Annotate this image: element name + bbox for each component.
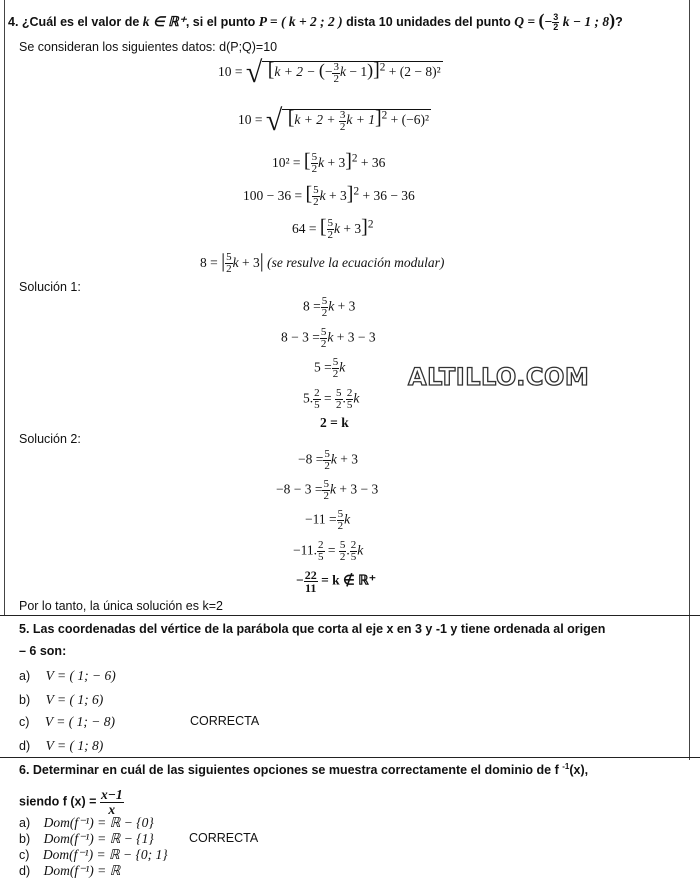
sol1-line4: 5. $\frac{2}{5}$ = $\frac{5}{2}$ . $\frac{2}{5}$ k [303,387,360,411]
q5-title-line1: 5. Las coordenadas del vértice de la parábola que corta al eje x en 3 y -1 y tiene ordenada al origen [19,622,606,636]
q4-eq5: 64 = [ $\frac{5}{2}$ k + 3]$^2$ [292,216,374,242]
q5-option-d: d) V = ( 1; 8) [19,738,104,753]
q4-eq6: 8 = | $\frac{5}{2}$ k + 3| (se resulve la ecuación modular) [200,250,445,276]
sol2-line3: −11 = $\frac{5}{2}$ k [305,508,351,532]
right-border [689,0,690,760]
sol2-line4: −11. $\frac{2}{5}$ = $\frac{5}{2}$ . $\frac{2}{5}$ k [293,539,364,563]
divider-q5-q6 [0,757,700,758]
sol2-line1: −8 = $\frac{5}{2}$ k + 3 [298,448,358,472]
sol2-label: Solución 2: [19,432,81,446]
q6-correct-badge: CORRECTA [189,831,259,845]
sol2-result: − $\frac{22}{11}$ = k ∉ ℝ⁺ [296,568,376,595]
q6-option-c: c) Dom(f⁻¹) = ℝ − {0; 1} [19,847,168,862]
q5-correct-badge: CORRECTA [190,714,260,728]
sol1-line2: 8 − 3 = $\frac{5}{2}$ k + 3 − 3 [281,326,376,350]
left-border [4,0,5,616]
q6-title-line1: 6. Determinar en cuál de las siguientes opciones se muestra correctamente el dominio de f $^{-1}$(x), [19,762,589,778]
q5-option-c: c) V = ( 1; − 8) [19,714,115,729]
q4-datos: Se consideran los siguientes datos: d(P;Q)=10 [19,40,278,54]
sol1-line3: 5 = $\frac{5}{2}$ k [314,356,346,380]
q4-eq4: 100 − 36 = [ $\frac{5}{2}$ k + 3]$^2$ + 36 − 36 [243,183,415,209]
q6-option-b: b) Dom(f⁻¹) = ℝ − {1} [19,831,154,846]
altillo-watermark: ALTILLO.COM [408,363,590,391]
q4-eq2: 10 = √ [k + 2 + $\frac{3}{2}$ k + 1]$^2$ + (−6)² [238,104,430,137]
q6-option-d: d) Dom(f⁻¹) = ℝ [19,863,121,878]
sol1-label: Solución 1: [19,280,81,294]
sol1-line1: 8 = $\frac{5}{2}$ k + 3 [303,295,356,319]
q5-option-b: b) V = ( 1; 6) [19,692,104,707]
sol1-result: 2 = k [320,415,349,430]
sol2-line2: −8 − 3 = $\frac{5}{2}$ k + 3 − 3 [276,478,379,502]
q6-option-a: a) Dom(f⁻¹) = ℝ − {0} [19,815,154,830]
q4-title: 4. ¿Cuál es el valor de k ∈ ℝ⁺, si el punto P = ( k + 2 ; 2 ) dista 10 unidades del punto Q = (− $\frac{3}{2}$ k − 1 ; 8)? [8,10,623,33]
q4-eq3: 10² = [ $\frac{5}{2}$ k + 3]$^2$ + 36 [272,150,386,176]
q4-conclusion: Por lo tanto, la única solución es k=2 [19,599,223,613]
q5-option-a: a) V = ( 1; − 6) [19,668,116,683]
q5-title-line2: – 6 son: [19,644,67,658]
q6-title-line2: siendo f (x) = $\frac{x-1}{x}$ [19,787,123,817]
q4-eq1: 10 = √ [k + 2 − (− $\frac{3}{2}$ k − 1)]$^2$ + (2 − 8)² [218,56,441,89]
divider-q4-q5 [0,615,700,616]
